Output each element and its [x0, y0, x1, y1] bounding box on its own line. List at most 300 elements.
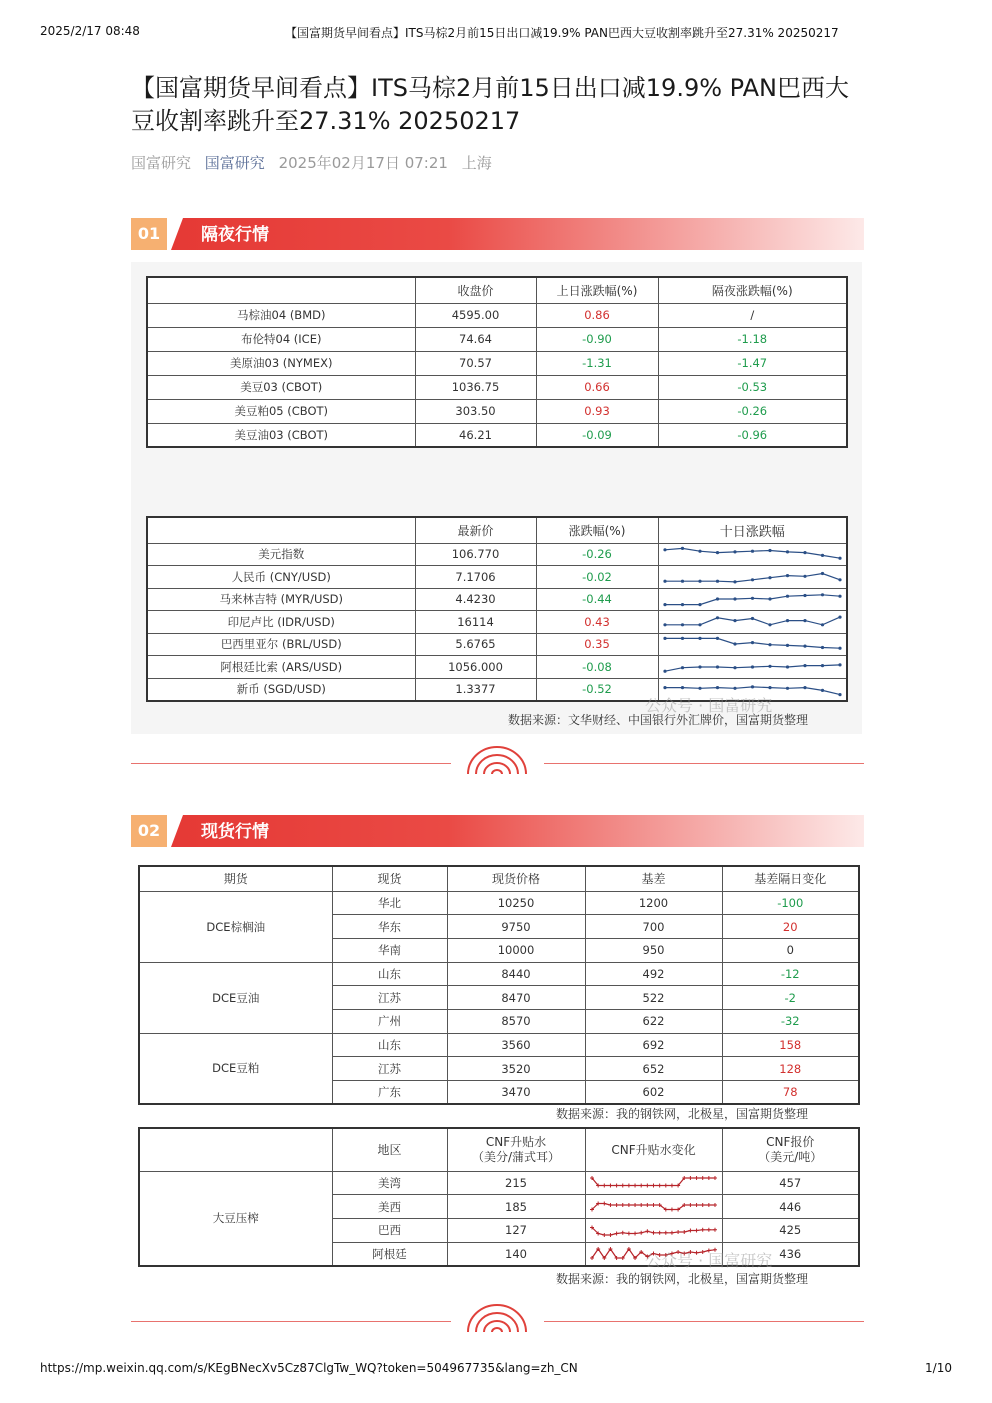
- trend-point: [750, 597, 753, 600]
- trend-point: [733, 619, 736, 622]
- trend-point: [663, 1230, 667, 1234]
- basis-change-cell: 158: [722, 1033, 859, 1057]
- trend-point: [750, 641, 753, 644]
- header-cell: 地区: [332, 1128, 447, 1171]
- trend-point: [768, 664, 771, 667]
- trend-point: [715, 551, 718, 554]
- trend-point: [614, 1231, 618, 1235]
- trend-point: [715, 637, 718, 640]
- close-price-cell: 70.57: [415, 351, 536, 375]
- trend-point: [663, 637, 666, 640]
- trend-point: [733, 687, 736, 690]
- data-source-note: 数据来源：我的钢铁网，北极星，国富期货整理: [556, 1272, 809, 1286]
- trend-point: [688, 1203, 692, 1207]
- trend-point: [698, 603, 701, 606]
- trend-sparkline: [659, 612, 846, 632]
- section-label: 隔夜行情: [201, 225, 269, 245]
- cnf-price-cell: 425: [722, 1218, 859, 1242]
- currency-name-cell: 巴西里亚尔 (BRL/USD): [147, 633, 415, 656]
- trend-sparkline: [659, 589, 846, 609]
- header-cell: CNF报价 （美元/吨）: [722, 1128, 859, 1171]
- region-cell: 华东: [332, 915, 447, 939]
- trend-point: [663, 579, 666, 582]
- article-title: 【国富期货早间看点】ITS马棕2月前15日出口减19.9% PAN巴西大豆收割率跳升至27.31% 20250217: [131, 74, 849, 135]
- banner-bar: [171, 815, 864, 847]
- trend-point: [713, 1203, 717, 1207]
- cnf-price-cell: 446: [722, 1195, 859, 1219]
- trend-point: [700, 1176, 704, 1180]
- trend-point: [608, 1203, 612, 1207]
- trend-point: [614, 1203, 618, 1207]
- trend-point: [768, 686, 771, 689]
- trend-cell: [658, 611, 847, 634]
- trend-point: [750, 550, 753, 553]
- trend-point: [713, 1176, 717, 1180]
- table-row: [147, 423, 847, 447]
- futures-group-cell: DCE棕榈油: [139, 891, 332, 962]
- region-cell: 山东: [332, 962, 447, 986]
- trend-point: [838, 557, 841, 560]
- overnight-futures-table: [146, 276, 848, 448]
- trend-point: [820, 664, 823, 667]
- table-row: [139, 1171, 859, 1195]
- close-price-cell: 74.64: [415, 327, 536, 351]
- trend-point: [768, 549, 771, 552]
- trend-point: [750, 578, 753, 581]
- spot-price-cell: 3560: [447, 1033, 585, 1057]
- futures-group-cell: DCE豆油: [139, 962, 332, 1033]
- trend-point: [838, 595, 841, 598]
- prev-change-cell: 0.86: [536, 303, 658, 327]
- trend-point: [715, 665, 718, 668]
- spot-price-cell: 10250: [447, 891, 585, 915]
- table-row: [147, 375, 847, 399]
- page-number: 1/10: [925, 1361, 952, 1375]
- trend-point: [768, 643, 771, 646]
- cloud-ornament-icon: [466, 1303, 528, 1333]
- cnf-premium-cell: 140: [447, 1242, 585, 1266]
- data-source-note: 数据来源：文华财经、中国银行外汇牌价，国富期货整理: [508, 713, 809, 727]
- table-row: [139, 891, 859, 915]
- basis-change-cell: 0: [722, 938, 859, 962]
- change-cell: 0.35: [536, 633, 658, 656]
- trend-cell: [658, 566, 847, 589]
- trend-point: [663, 669, 666, 672]
- trend-point: [768, 598, 771, 601]
- trend-point: [633, 1203, 637, 1207]
- spot-price-cell: 3520: [447, 1057, 585, 1081]
- trend-point: [820, 572, 823, 575]
- region-cell: 江苏: [332, 986, 447, 1010]
- trend-point: [651, 1184, 655, 1188]
- trend-point: [698, 687, 701, 690]
- spot-price-cell: 8570: [447, 1009, 585, 1033]
- basis-cell: 522: [585, 986, 722, 1010]
- trend-point: [706, 1203, 710, 1207]
- table-row: [147, 327, 847, 351]
- table-row: [147, 611, 847, 634]
- basis-cell: 652: [585, 1057, 722, 1081]
- cnf-trend-cell: [585, 1171, 722, 1195]
- trend-point: [633, 1231, 637, 1235]
- trend-point: [820, 646, 823, 649]
- currency-name-cell: 新币 (SGD/USD): [147, 678, 415, 701]
- trend-point: [682, 1230, 686, 1234]
- trend-point: [680, 686, 683, 689]
- table-row: [147, 633, 847, 656]
- trend-point: [614, 1184, 618, 1188]
- region-cell: 华南: [332, 938, 447, 962]
- trend-point: [785, 644, 788, 647]
- trend-point: [785, 665, 788, 668]
- table-row: [147, 656, 847, 679]
- latest-price-cell: 1056.000: [415, 656, 536, 679]
- trend-point: [663, 686, 666, 689]
- trend-point: [750, 617, 753, 620]
- trend-sparkline: [659, 544, 846, 564]
- spot-price-cell: 3470: [447, 1081, 585, 1105]
- section-divider: [131, 745, 864, 775]
- trend-point: [626, 1231, 630, 1235]
- header-cell: 基差: [585, 866, 722, 891]
- header-cell: 现货: [332, 866, 447, 891]
- latest-price-cell: 16114: [415, 611, 536, 634]
- crush-group-cell: 大豆压榨: [139, 1171, 332, 1266]
- article-author: 国富研究: [131, 154, 192, 172]
- region-cell: 广州: [332, 1009, 447, 1033]
- prev-change-cell: -1.31: [536, 351, 658, 375]
- trend-point: [633, 1184, 637, 1188]
- trend-point: [639, 1184, 643, 1188]
- trend-point: [713, 1227, 717, 1231]
- trend-point: [700, 1203, 704, 1207]
- trend-point: [803, 645, 806, 648]
- latest-price-cell: 5.6765: [415, 633, 536, 656]
- trend-point: [785, 551, 788, 554]
- basis-cell: 700: [585, 915, 722, 939]
- header-cell: CNF升贴水变化: [585, 1128, 722, 1171]
- trend-point: [750, 685, 753, 688]
- trend-point: [645, 1229, 649, 1233]
- header-cell: 最新价: [415, 517, 536, 543]
- region-cell: 华北: [332, 891, 447, 915]
- header-cell: 期货: [139, 866, 332, 891]
- trend-point: [680, 579, 683, 582]
- close-price-cell: 46.21: [415, 423, 536, 447]
- trend-cell: [658, 543, 847, 566]
- trend-point: [639, 1230, 643, 1234]
- trend-point: [733, 580, 736, 583]
- section-number: 01: [131, 218, 167, 250]
- table-row: [139, 1033, 859, 1057]
- basis-change-cell: -2: [722, 986, 859, 1010]
- trend-point: [602, 1202, 606, 1206]
- change-cell: 0.43: [536, 611, 658, 634]
- trend-point: [608, 1184, 612, 1188]
- trend-point: [620, 1184, 624, 1188]
- cloud-ornament-icon: [466, 745, 528, 775]
- trend-point: [676, 1230, 680, 1234]
- trend-cell: [658, 656, 847, 679]
- trend-point: [626, 1184, 630, 1188]
- latest-price-cell: 7.1706: [415, 566, 536, 589]
- currency-name-cell: 印尼卢比 (IDR/USD): [147, 611, 415, 634]
- change-cell: -0.02: [536, 566, 658, 589]
- spot-price-cell: 8440: [447, 962, 585, 986]
- trend-sparkline: [586, 1220, 721, 1241]
- print-title: 【国富期货早间看点】ITS马棕2月前15日出口减19.9% PAN巴西大豆收割率跳升至27.31% 20250217: [285, 26, 839, 40]
- trend-sparkline: [586, 1172, 721, 1193]
- trend-point: [651, 1230, 655, 1234]
- cnf-premium-cell: 215: [447, 1171, 585, 1195]
- section-divider: [131, 1303, 864, 1333]
- trend-point: [706, 1176, 710, 1180]
- header-cell: 上日涨跌幅(%): [536, 277, 658, 303]
- print-header: [40, 24, 952, 42]
- cnf-premium-cell: 185: [447, 1195, 585, 1219]
- table-row: [147, 351, 847, 375]
- trend-point: [750, 665, 753, 668]
- table-row: [147, 566, 847, 589]
- region-cell: 江苏: [332, 1057, 447, 1081]
- cnf-price-cell: 436: [722, 1242, 859, 1266]
- data-source-note: 数据来源：我的钢铁网，北极星，国富期货整理: [556, 1107, 809, 1121]
- trend-point: [715, 686, 718, 689]
- overnight-change-cell: -0.26: [658, 399, 847, 423]
- header-cell: 隔夜涨跌幅(%): [658, 277, 847, 303]
- trend-point: [838, 578, 841, 581]
- instrument-name-cell: 美豆03 (CBOT): [147, 375, 415, 399]
- change-cell: -0.44: [536, 588, 658, 611]
- header-cell: 涨跌幅(%): [536, 517, 658, 543]
- trend-point: [698, 665, 701, 668]
- watermark: 公众号 · 国富研究: [645, 696, 773, 715]
- overnight-change-cell: /: [658, 303, 847, 327]
- futures-group-cell: DCE豆粕: [139, 1033, 332, 1104]
- trend-point: [663, 1184, 667, 1188]
- instrument-name-cell: 布伦特04 (ICE): [147, 327, 415, 351]
- trend-point: [694, 1203, 698, 1207]
- header-cell: [147, 517, 415, 543]
- trend-point: [803, 619, 806, 622]
- latest-price-cell: 1.3377: [415, 678, 536, 701]
- instrument-name-cell: 美原油03 (NYMEX): [147, 351, 415, 375]
- basis-change-cell: 128: [722, 1057, 859, 1081]
- close-price-cell: 1036.75: [415, 375, 536, 399]
- basis-cell: 602: [585, 1081, 722, 1105]
- trend-point: [626, 1203, 630, 1207]
- trend-point: [688, 1176, 692, 1180]
- cnf-trend-cell: [585, 1218, 722, 1242]
- basis-change-cell: -12: [722, 962, 859, 986]
- trend-point: [663, 623, 666, 626]
- basis-change-cell: -100: [722, 891, 859, 915]
- trend-point: [768, 623, 771, 626]
- basis-cell: 492: [585, 962, 722, 986]
- trend-point: [838, 615, 841, 618]
- trend-point: [785, 574, 788, 577]
- trend-point: [820, 593, 823, 596]
- fx-table: [146, 516, 848, 702]
- basis-change-cell: 20: [722, 915, 859, 939]
- basis-change-cell: 78: [722, 1081, 859, 1105]
- trend-point: [785, 687, 788, 690]
- article-meta: [131, 152, 501, 173]
- article-location: 上海: [461, 154, 492, 172]
- spot-price-cell: 8470: [447, 986, 585, 1010]
- section-banner-overnight: [131, 218, 864, 250]
- trend-point: [803, 574, 806, 577]
- trend-point: [838, 693, 841, 696]
- trend-point: [785, 595, 788, 598]
- trend-point: [680, 547, 683, 550]
- article-date: 2025年02月17日 07:21: [278, 154, 448, 172]
- close-price-cell: 303.50: [415, 399, 536, 423]
- trend-point: [820, 623, 823, 626]
- region-cell: 广东: [332, 1081, 447, 1105]
- trend-point: [698, 623, 701, 626]
- region-cell: 阿根廷: [332, 1242, 447, 1266]
- trend-point: [608, 1233, 612, 1237]
- trend-point: [669, 1230, 673, 1234]
- table-row: [147, 303, 847, 327]
- trend-point: [694, 1228, 698, 1232]
- trend-point: [733, 551, 736, 554]
- region-cell: 美湾: [332, 1171, 447, 1195]
- currency-name-cell: 美元指数: [147, 543, 415, 566]
- cnf-price-cell: 457: [722, 1171, 859, 1195]
- region-cell: 巴西: [332, 1218, 447, 1242]
- trend-point: [698, 637, 701, 640]
- trend-point: [715, 598, 718, 601]
- header-cell: 基差隔日变化: [722, 866, 859, 891]
- banner-bar: [171, 218, 864, 250]
- trend-point: [620, 1203, 624, 1207]
- basis-change-cell: -32: [722, 1009, 859, 1033]
- trend-point: [733, 666, 736, 669]
- basis-cell: 950: [585, 938, 722, 962]
- basis-cell: 692: [585, 1033, 722, 1057]
- prev-change-cell: -0.90: [536, 327, 658, 351]
- overnight-change-cell: -0.96: [658, 423, 847, 447]
- trend-point: [620, 1230, 624, 1234]
- trend-point: [785, 619, 788, 622]
- change-cell: -0.08: [536, 656, 658, 679]
- currency-name-cell: 马来林吉特 (MYR/USD): [147, 588, 415, 611]
- trend-point: [645, 1203, 649, 1207]
- trend-point: [803, 551, 806, 554]
- trend-point: [803, 664, 806, 667]
- region-cell: 山东: [332, 1033, 447, 1057]
- trend-point: [645, 1184, 649, 1188]
- trend-point: [680, 623, 683, 626]
- trend-point: [639, 1203, 643, 1207]
- spot-price-cell: 9750: [447, 915, 585, 939]
- print-datetime: 2025/2/17 08:48: [40, 24, 140, 38]
- trend-point: [680, 637, 683, 640]
- basis-cell: 622: [585, 1009, 722, 1033]
- trend-point: [715, 579, 718, 582]
- cnf-trend-cell: [585, 1195, 722, 1219]
- trend-point: [680, 666, 683, 669]
- table-row: [147, 543, 847, 566]
- account-link[interactable]: 国富研究: [204, 154, 265, 172]
- watermark: 公众号 · 国富研究: [645, 1251, 773, 1270]
- trend-point: [663, 603, 666, 606]
- section-banner-spot: [131, 815, 864, 847]
- trend-sparkline: [659, 567, 846, 587]
- currency-name-cell: 阿根廷比索 (ARS/USD): [147, 656, 415, 679]
- trend-point: [657, 1230, 661, 1234]
- instrument-name-cell: 美豆粕05 (CBOT): [147, 399, 415, 423]
- trend-point: [838, 647, 841, 650]
- trend-sparkline: [586, 1196, 721, 1217]
- trend-point: [688, 1228, 692, 1232]
- trend-point: [803, 594, 806, 597]
- trend-point: [698, 579, 701, 582]
- prev-change-cell: -0.09: [536, 423, 658, 447]
- trend-point: [820, 689, 823, 692]
- page-url: https://mp.weixin.qq.com/s/KEgBNecXv5Cz87ClgTw_WQ?token=504967735&lang=zh_CN: [40, 1361, 578, 1375]
- change-cell: -0.52: [536, 678, 658, 701]
- trend-point: [663, 548, 666, 551]
- latest-price-cell: 106.770: [415, 543, 536, 566]
- trend-point: [733, 598, 736, 601]
- trend-sparkline: [659, 657, 846, 677]
- trend-point: [694, 1176, 698, 1180]
- trend-point: [657, 1184, 661, 1188]
- instrument-name-cell: 美豆油03 (CBOT): [147, 423, 415, 447]
- trend-point: [706, 1227, 710, 1231]
- trend-point: [820, 554, 823, 557]
- cnf-premium-cell: 127: [447, 1218, 585, 1242]
- trend-point: [680, 603, 683, 606]
- trend-sparkline: [659, 634, 846, 654]
- section-label: 现货行情: [201, 822, 269, 842]
- latest-price-cell: 4.4230: [415, 588, 536, 611]
- cnf-table: [138, 1127, 860, 1267]
- header-cell: CNF升贴水 （美分/蒲式耳）: [447, 1128, 585, 1171]
- currency-name-cell: 人民币 (CNY/USD): [147, 566, 415, 589]
- trend-point: [803, 686, 806, 689]
- trend-point: [669, 1208, 673, 1212]
- trend-point: [715, 616, 718, 619]
- print-footer: [40, 1361, 952, 1379]
- region-cell: 美西: [332, 1195, 447, 1219]
- trend-point: [838, 663, 841, 666]
- overnight-change-cell: -1.18: [658, 327, 847, 351]
- trend-point: [602, 1184, 606, 1188]
- header-cell: 十日涨跌幅: [658, 517, 847, 543]
- trend-cell: [658, 588, 847, 611]
- trend-cell: [658, 633, 847, 656]
- table-row: [139, 962, 859, 986]
- header-cell: [147, 277, 415, 303]
- trend-point: [733, 643, 736, 646]
- overnight-change-cell: -1.47: [658, 351, 847, 375]
- prev-change-cell: 0.66: [536, 375, 658, 399]
- overnight-change-cell: -0.53: [658, 375, 847, 399]
- change-cell: -0.26: [536, 543, 658, 566]
- trend-point: [698, 550, 701, 553]
- trend-point: [602, 1233, 606, 1237]
- section-number: 02: [131, 815, 167, 847]
- close-price-cell: 4595.00: [415, 303, 536, 327]
- basis-cell: 1200: [585, 891, 722, 915]
- table-row: [147, 588, 847, 611]
- trend-point: [669, 1184, 673, 1188]
- header-cell: 现货价格: [447, 866, 585, 891]
